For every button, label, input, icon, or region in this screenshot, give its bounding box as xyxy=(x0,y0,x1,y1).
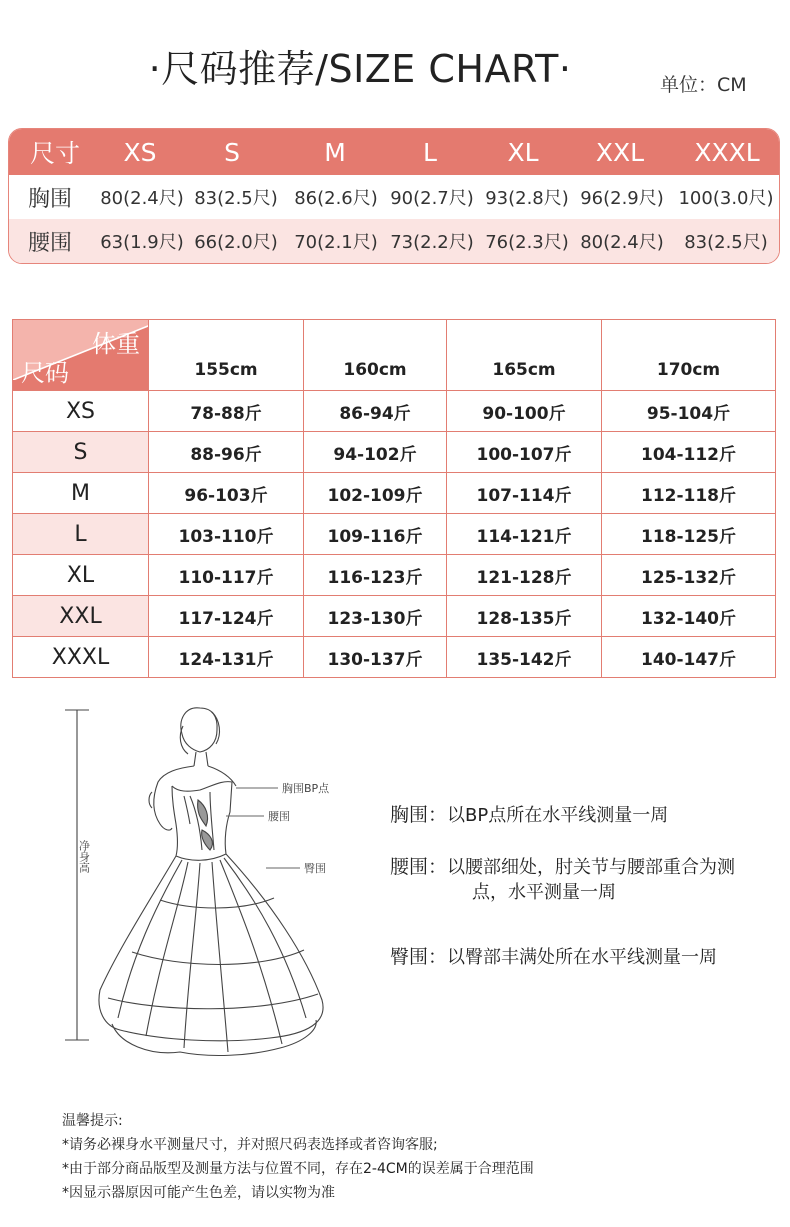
table-cell: 102-109斤 xyxy=(304,473,447,514)
row-size: L xyxy=(13,514,149,555)
measure-bust-text: 以BP点所在水平线测量一周 xyxy=(447,805,669,826)
table-cell: 96(2.9尺) xyxy=(580,188,664,209)
page-title: ·尺码推荐/SIZE CHART· xyxy=(148,47,572,91)
note-item: *由于部分商品版型及测量方法与位置不同，存在2-4CM的误差属于合理范围 xyxy=(62,1161,534,1177)
size-chart-row-bust xyxy=(9,175,779,219)
size-chart-header-label: 尺寸 xyxy=(29,139,80,168)
table-cell: 63(1.9尺) xyxy=(100,232,184,253)
table-cell: 76(2.3尺) xyxy=(485,232,569,253)
table-cell: 118-125斤 xyxy=(602,514,776,555)
measure-hip xyxy=(390,942,717,969)
measure-hip-text: 以臀部丰满处所在水平线测量一周 xyxy=(447,947,718,968)
table-cell: 66(2.0尺) xyxy=(194,232,278,253)
table-cell: 88-96斤 xyxy=(149,432,304,473)
measure-bust xyxy=(390,800,668,827)
measure-waist-text-2: 点，水平测量一周 xyxy=(472,882,616,903)
table-cell: 132-140斤 xyxy=(602,596,776,637)
size-chart xyxy=(8,128,780,264)
table-cell: 90-100斤 xyxy=(447,391,602,432)
table-cell: 93(2.8尺) xyxy=(485,188,569,209)
weight-table xyxy=(12,319,775,670)
measure-bust-label: 胸围： xyxy=(390,804,448,826)
row-size: M xyxy=(13,473,149,514)
note-item: *请务必裸身水平测量尺寸，并对照尺码表选择或者咨询客服; xyxy=(62,1137,438,1153)
row-size: S xyxy=(13,432,149,473)
size-chart-size-m: M xyxy=(324,137,346,167)
size-chart-size-xs: XS xyxy=(123,137,157,167)
table-cell: 80(2.4尺) xyxy=(100,188,184,209)
height-155: 155cm xyxy=(149,320,304,391)
callout-waist: 腰围 xyxy=(268,810,290,823)
table-cell: 123-130斤 xyxy=(304,596,447,637)
measure-waist-text: 以腰部细处，肘关节与腰部重合为测 xyxy=(447,857,736,878)
row-size: XL xyxy=(13,555,149,596)
row-label-bust: 胸围 xyxy=(27,186,72,212)
table-cell: 86(2.6尺) xyxy=(294,188,378,209)
size-chart-size-xxl: XXL xyxy=(595,137,645,167)
callout-bust: 胸围BP点 xyxy=(282,782,330,795)
table-cell: 121-128斤 xyxy=(447,555,602,596)
table-row xyxy=(13,555,776,596)
corner-size-label: 尺码 xyxy=(21,359,69,387)
table-cell: 70(2.1尺) xyxy=(294,232,378,253)
table-cell: 135-142斤 xyxy=(447,637,602,678)
table-cell: 80(2.4尺) xyxy=(580,232,664,253)
height-170: 170cm xyxy=(602,320,776,391)
table-cell: 109-116斤 xyxy=(304,514,447,555)
size-chart-size-s: S xyxy=(224,137,240,167)
table-row xyxy=(13,432,776,473)
size-chart-size-l: L xyxy=(423,137,437,167)
table-row xyxy=(13,596,776,637)
unit-label: 单位：CM xyxy=(660,74,747,96)
row-size: XXXL xyxy=(13,637,149,678)
table-cell: 100-107斤 xyxy=(447,432,602,473)
measure-waist xyxy=(390,852,735,879)
table-row xyxy=(13,637,776,678)
table-cell: 95-104斤 xyxy=(602,391,776,432)
table-cell: 96-103斤 xyxy=(149,473,304,514)
height-label: 净身高 xyxy=(77,840,91,873)
table-cell: 83(2.5尺) xyxy=(194,188,278,209)
table-cell: 124-131斤 xyxy=(149,637,304,678)
note-item: *因显示器原因可能产生色差，请以实物为准 xyxy=(62,1185,335,1201)
table-cell: 128-135斤 xyxy=(447,596,602,637)
table-cell: 130-137斤 xyxy=(304,637,447,678)
table-cell: 103-110斤 xyxy=(149,514,304,555)
table-cell: 78-88斤 xyxy=(149,391,304,432)
corner-weight-label: 体重 xyxy=(92,330,140,358)
size-chart-size-xxxl: XXXL xyxy=(694,137,760,167)
table-cell: 104-112斤 xyxy=(602,432,776,473)
table-cell: 73(2.2尺) xyxy=(390,232,474,253)
table-row xyxy=(13,514,776,555)
table-cell: 83(2.5尺) xyxy=(684,232,768,253)
weight-table-header-row xyxy=(13,320,776,391)
size-chart-header-row xyxy=(9,129,779,175)
notes-heading: 温馨提示: xyxy=(62,1113,123,1129)
table-cell: 125-132斤 xyxy=(602,555,776,596)
table-cell: 90(2.7尺) xyxy=(390,188,474,209)
size-chart-row-waist xyxy=(9,219,779,263)
weight-table-corner xyxy=(13,320,149,391)
table-row xyxy=(13,391,776,432)
table-cell: 107-114斤 xyxy=(447,473,602,514)
table-cell: 100(3.0尺) xyxy=(678,188,774,209)
dress-measurement-illustration xyxy=(60,700,380,1070)
callout-hip: 臀围 xyxy=(304,862,326,875)
table-cell: 94-102斤 xyxy=(304,432,447,473)
table-row xyxy=(13,473,776,514)
row-size: XS xyxy=(13,391,149,432)
table-cell: 110-117斤 xyxy=(149,555,304,596)
height-160: 160cm xyxy=(304,320,447,391)
row-size: XXL xyxy=(13,596,149,637)
measure-hip-label: 臀围： xyxy=(390,946,448,968)
table-cell: 117-124斤 xyxy=(149,596,304,637)
table-cell: 86-94斤 xyxy=(304,391,447,432)
measure-waist-label: 腰围： xyxy=(390,856,448,878)
table-cell: 112-118斤 xyxy=(602,473,776,514)
table-cell: 114-121斤 xyxy=(447,514,602,555)
table-cell: 140-147斤 xyxy=(602,637,776,678)
row-label-waist: 腰围 xyxy=(27,230,72,256)
height-165: 165cm xyxy=(447,320,602,391)
size-chart-size-xl: XL xyxy=(507,137,539,167)
table-cell: 116-123斤 xyxy=(304,555,447,596)
